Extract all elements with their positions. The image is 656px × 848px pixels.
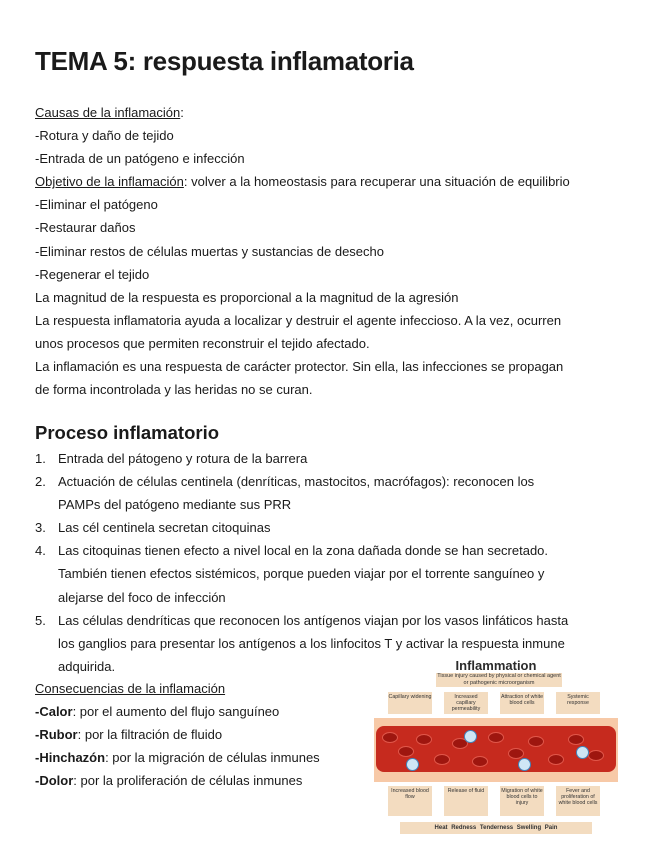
consequence-item	[35, 700, 320, 723]
red-blood-cell	[416, 734, 432, 745]
figure-bottom-label: Migration of white blood cells to injury	[500, 786, 544, 816]
consequences-heading-line	[35, 677, 320, 700]
causes-heading: Causas de la inflamación	[35, 105, 181, 120]
paragraph-line: La respuesta inflamatoria ayuda a localizar y destruir el agente infeccioso. A la vez, ocurren	[35, 312, 562, 328]
white-blood-cell	[576, 746, 589, 759]
process-heading: Proceso inflamatorio	[35, 422, 220, 443]
blood-vessel	[376, 726, 616, 772]
tissue-band	[374, 718, 618, 782]
page-title: TEMA 5: respuesta inflamatoria	[35, 46, 414, 76]
causes-heading-line: Causas de la inflamación:	[35, 105, 184, 120]
consequence-desc: : por el aumento del flujo sanguíneo	[72, 704, 280, 720]
figure-subtitle: Tissue injury caused by physical or chemical agent or pathogenic microorganism	[437, 673, 561, 686]
step-line: los ganglios para presentar los antígenos a los linfocitos T y activar la respuesta inmune	[58, 635, 565, 651]
consequence-desc: : por la migración de células inmunes	[105, 750, 320, 766]
step-number: 2.	[35, 474, 46, 490]
inflammation-figure	[370, 656, 622, 836]
figure-bottom-label: Release of fluid	[444, 786, 488, 816]
cause-item: -Rotura y daño de tejido	[35, 128, 174, 144]
step-line: Actuación de células centinela (denríticas, mastocitos, macrófagos): reconocen los	[58, 474, 535, 490]
objective-item: -Regenerar el tejido	[35, 266, 150, 282]
cause-item: -Entrada de un patógeno e infección	[35, 151, 245, 167]
objective-item: -Restaurar daños	[35, 220, 136, 236]
paragraph-line: de forma incontrolada y las heridas no se curan.	[35, 382, 313, 398]
consequences-heading: Consecuencias de la inflamación	[35, 681, 226, 696]
objective-item: -Eliminar restos de células muertas y sustancias de desecho	[35, 243, 384, 259]
white-blood-cell	[464, 730, 477, 743]
step-line: PAMPs del patógeno mediante sus PRR	[58, 497, 292, 513]
figure-top-label: Increased capillary permeability	[444, 692, 488, 714]
step-line: Las células dendríticas que reconocen los antígenos viajan por los vasos linfáticos hasta	[58, 612, 569, 628]
red-blood-cell	[382, 732, 398, 743]
consequence-item	[35, 746, 320, 769]
figure-bottom-label: Fever and proliferation of white blood cells	[556, 786, 600, 816]
consequence-term: -Dolor	[35, 773, 74, 789]
red-blood-cell	[488, 732, 504, 743]
process-step	[35, 516, 625, 539]
red-blood-cell	[548, 754, 564, 765]
consequences-section	[35, 677, 320, 792]
objective-heading-line	[35, 170, 625, 193]
figure-bottom-label: Increased blood flow	[388, 786, 432, 816]
paragraph-line: unos procesos que permiten reconstruir el tejido afectado.	[35, 335, 370, 351]
red-blood-cell	[472, 756, 488, 767]
figure-top-label: Systemic response	[556, 692, 600, 714]
consequence-desc: : por la filtración de fluido	[77, 727, 223, 743]
figure-footer: Heat Redness Tenderness Swelling Pain	[400, 822, 592, 834]
figure-title: Inflammation	[455, 658, 537, 673]
red-blood-cell	[568, 734, 584, 745]
red-blood-cell	[528, 736, 544, 747]
white-blood-cell	[518, 758, 531, 771]
consequence-item	[35, 769, 320, 792]
paragraph-line: La magnitud de la respuesta es proporcional a la magnitud de la agresión	[35, 289, 459, 305]
objective-heading: Objetivo de la inflamación	[35, 174, 184, 190]
step-number: 5.	[35, 612, 46, 628]
process-step	[35, 539, 625, 608]
red-blood-cell	[434, 754, 450, 765]
consequence-term: -Rubor	[35, 727, 78, 743]
step-line: adquirida.	[58, 658, 116, 674]
consequence-term: -Calor	[35, 704, 73, 720]
white-blood-cell	[406, 758, 419, 771]
consequence-term: -Hinchazón	[35, 750, 106, 766]
consequence-item	[35, 723, 320, 746]
step-number: 4.	[35, 543, 46, 559]
figure-top-label: Attraction of white blood cells	[500, 692, 544, 714]
process-steps-list	[35, 447, 625, 678]
objective-text: : volver a la homeostasis para recuperar una situación de equilibrio	[183, 174, 570, 190]
consequence-desc: : por la proliferación de células inmunes	[73, 773, 303, 789]
intro-section	[35, 101, 625, 401]
process-step	[35, 447, 625, 470]
red-blood-cell	[588, 750, 604, 761]
step-line: Las citoquinas tienen efecto a nivel local en la zona dañada donde se han secretado.	[58, 543, 549, 559]
step-line: Las cél centinela secretan citoquinas	[58, 520, 271, 536]
step-line: alejarse del foco de infección	[58, 589, 226, 605]
step-number: 1.	[35, 451, 46, 466]
step-line: Entrada del pátogeno y rotura de la barrera	[58, 451, 308, 466]
figure-top-label: Capillary widening	[388, 692, 432, 714]
red-blood-cell	[398, 746, 414, 757]
step-number: 3.	[35, 520, 46, 536]
process-step	[35, 470, 625, 516]
paragraph-line: La inflamación es una respuesta de carácter protector. Sin ella, las infecciones se propagan	[35, 359, 564, 375]
step-line: También tienen efectos sistémicos, porque pueden viajar por el torrente sanguíneo y	[58, 566, 545, 582]
objective-item: -Eliminar el patógeno	[35, 197, 158, 213]
